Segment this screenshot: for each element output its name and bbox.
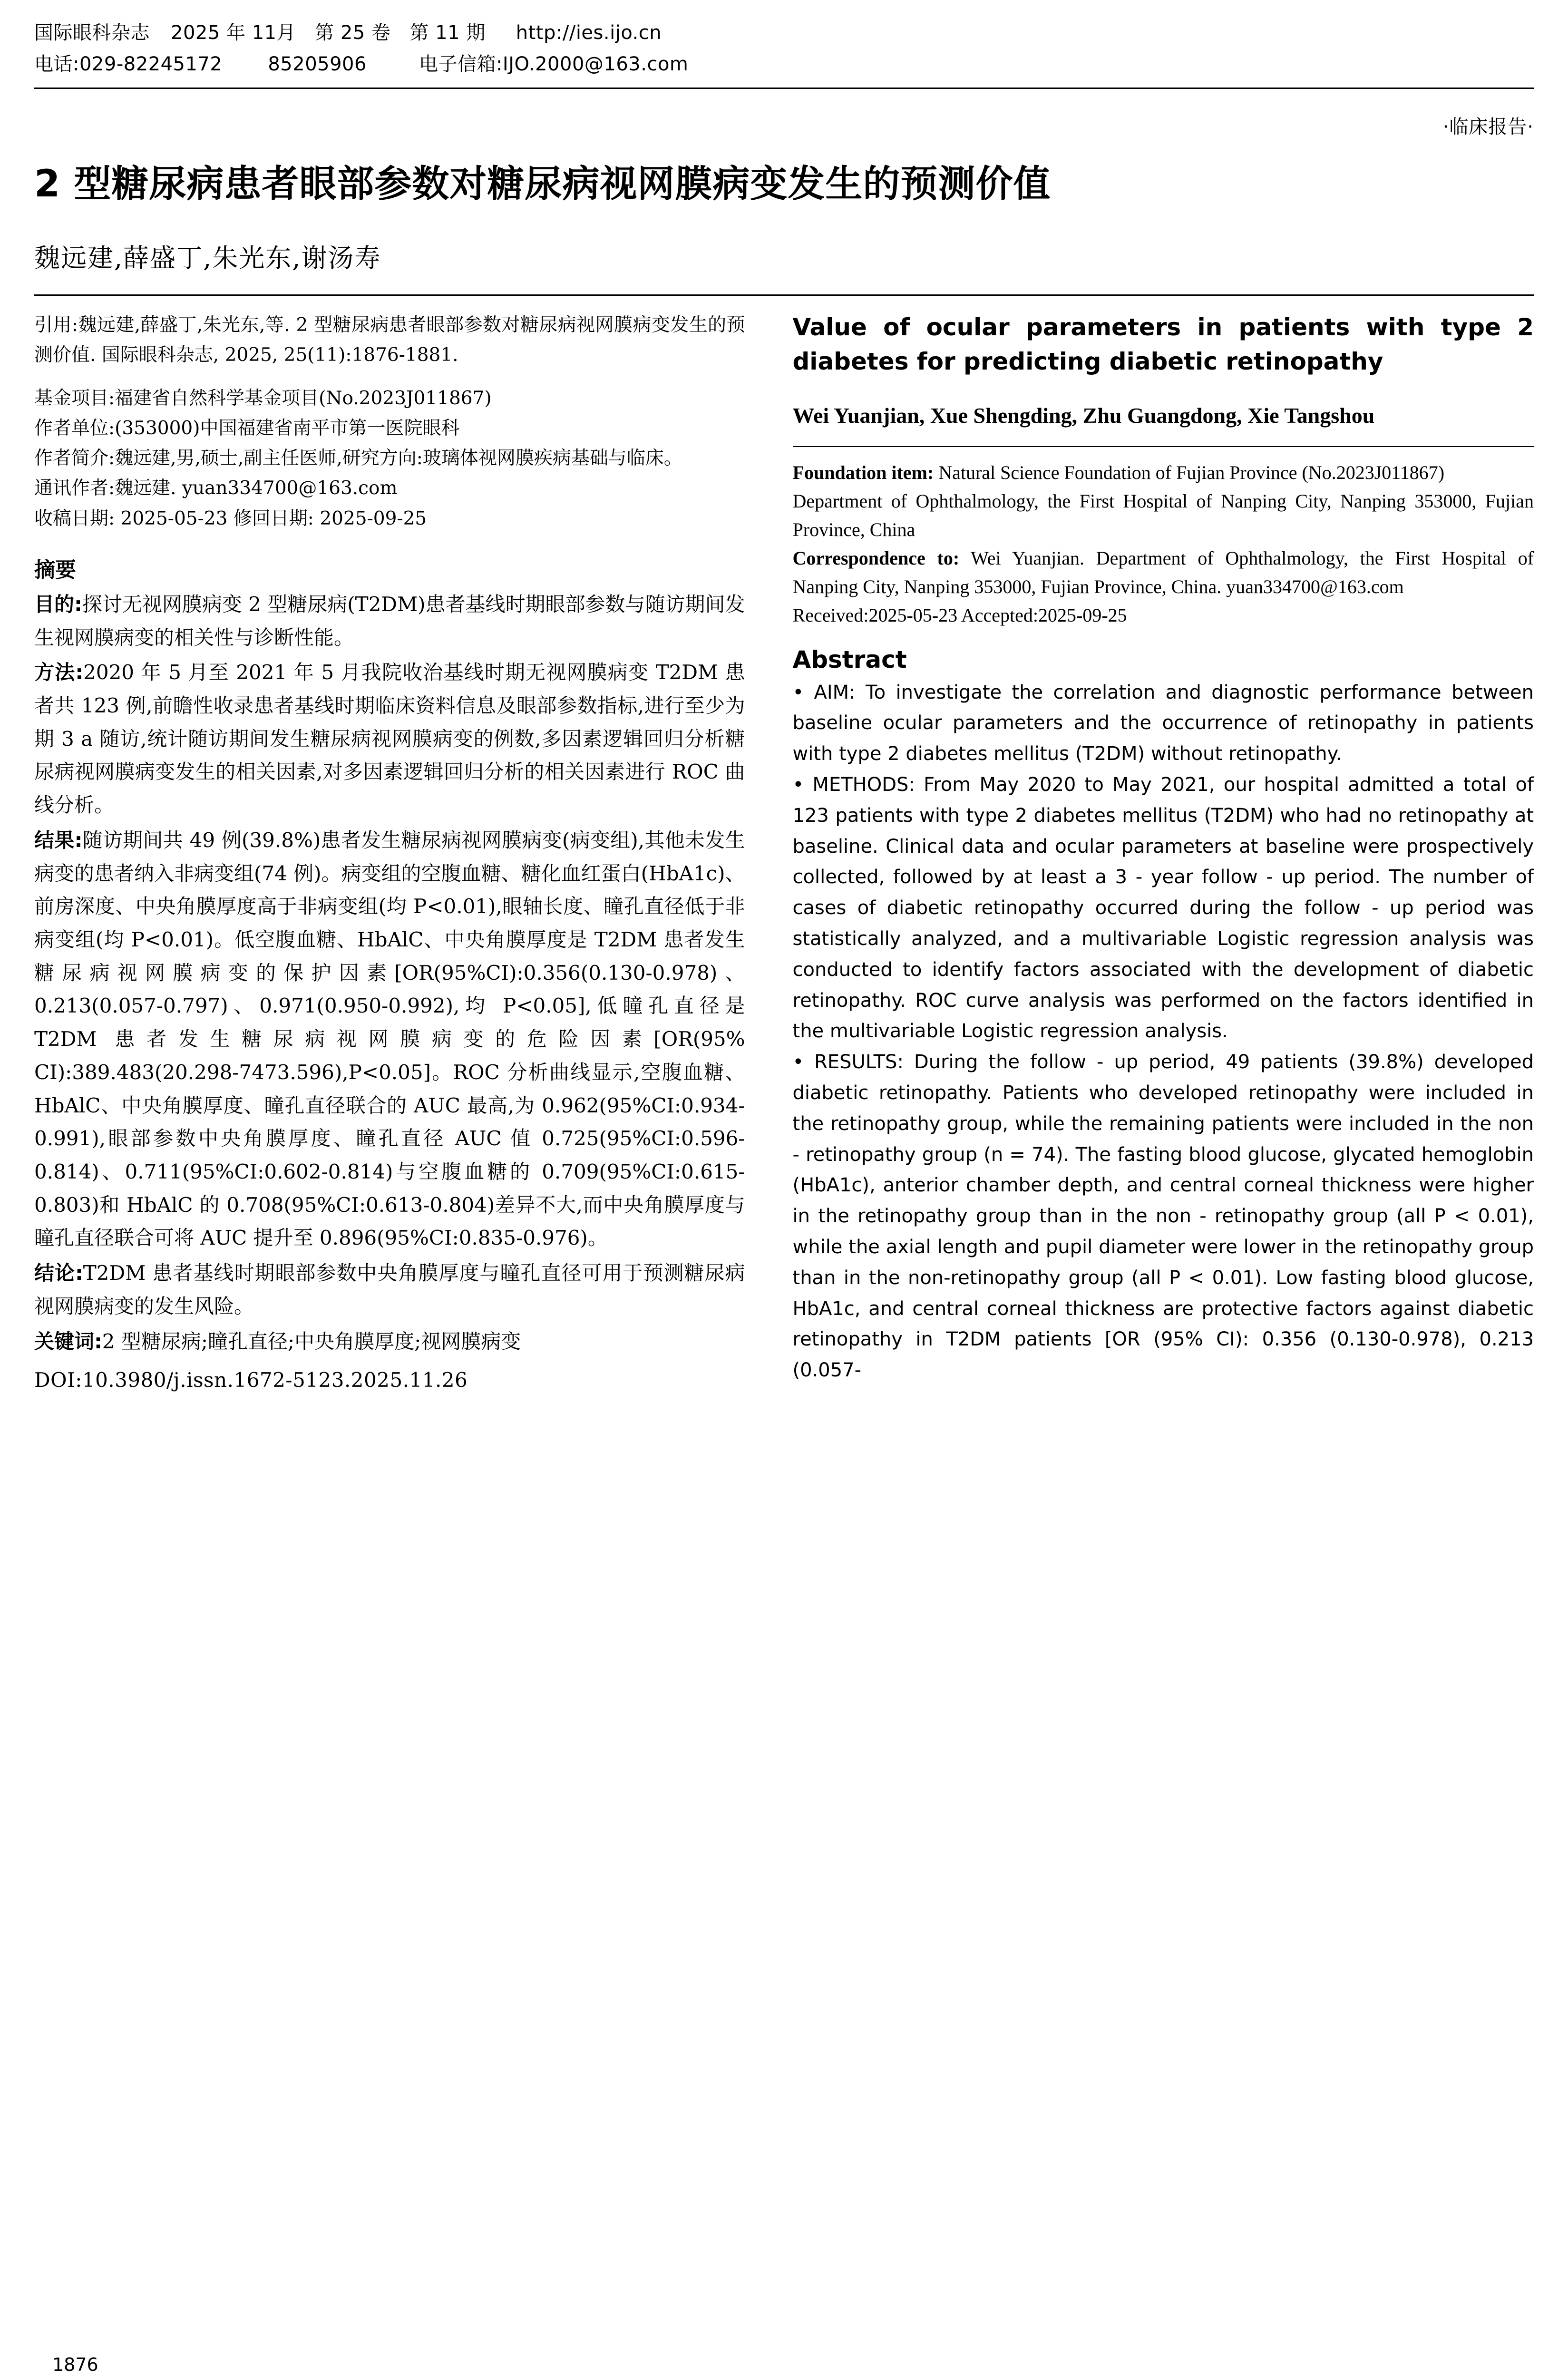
foundation-text: 基金项目:福建省自然科学基金项目(No.2023J011867)	[34, 387, 492, 409]
abstract-methods	[34, 656, 745, 822]
phone-label: 电话:029-82245172	[34, 53, 223, 75]
page-number: 1876	[52, 2354, 98, 2375]
abstract-head-cn: 摘要	[34, 557, 76, 582]
foundation-block	[34, 383, 745, 534]
column-right	[793, 310, 1534, 1392]
citation-text: 引用:魏远建,薛盛丁,朱光东,等. 2 型糖尿病患者眼部参数对糖尿病视网膜病变发生的预测价值. 国际眼科杂志, 2025, 25(11):1876-1881.	[34, 314, 745, 366]
english-meta-divider	[793, 446, 1534, 447]
volume: 第 25 卷	[315, 22, 391, 44]
keywords-cn	[34, 1325, 745, 1358]
journal-url[interactable]: http://ies.ijo.cn	[516, 22, 662, 44]
running-head	[34, 17, 1534, 80]
conclusion-label: 结论:	[34, 1261, 83, 1285]
abstract-methods-en: • METHODS: From May 2020 to May 2021, our hospital admitted a total of 123 patients with type 2 diabetes mellitus (T2DM) who had no retinopathy at baseline. Clinical data and ocular parameters at baseline were prospectively collected, followed by at least a 3 - year follow - up period. The number of cases of diabetic retinopathy occurred during the follow - up period was statistically analyzed, and a multivariable Logistic regression analysis was conducted to identify factors associated with the development of diabetic retinopathy. ROC curve analysis was performed on the factors identified in the multivariable Logistic regression analysis.	[792, 774, 1534, 1043]
corresponding-author-text: 通讯作者:魏远建. yuan334700@163.com	[34, 478, 398, 499]
authors-cn: 魏远建,薛盛丁,朱光东,谢汤寿	[34, 243, 381, 273]
two-column-body	[34, 310, 1534, 1392]
journal-name: 国际眼科杂志	[34, 22, 150, 44]
header-divider	[34, 88, 1534, 89]
email-label: 电子信箱:IJO.2000@163.com	[419, 53, 689, 75]
abstract-aim	[34, 588, 745, 654]
foundation-en	[793, 458, 1534, 487]
issue-date: 2025 年 11月	[171, 22, 296, 44]
foundation-label-en: Foundation item:	[792, 461, 934, 483]
conclusion-text: T2DM 患者基线时期眼部参数中央角膜厚度与瞳孔直径可用于预测糖尿病视网膜病变的发生风险。	[34, 1261, 745, 1318]
page-title: 2 型糖尿病患者眼部参数对糖尿病视网膜病变发生的预测价值	[34, 163, 1051, 205]
article-category: ·临床报告·	[1442, 116, 1534, 138]
affiliation-text: 作者单位:(353000)中国福建省南平市第一医院眼科	[34, 418, 460, 439]
results-label: 结果:	[34, 828, 83, 852]
foundation-text-en: Natural Science Foundation of Fujian Province (No.2023J011867)	[934, 461, 1445, 483]
journal-page	[0, 17, 1568, 2378]
abstract-body-cn	[34, 588, 745, 1358]
affiliation-en: Department of Ophthalmology, the First Hospital of Nanping City, Nanping 353000, Fujian Province, China	[792, 490, 1534, 540]
phone-alt: 85205906	[268, 53, 367, 75]
keywords-label: 关键词:	[34, 1329, 102, 1353]
author-bio-text: 作者简介:魏远建,男,硕士,副主任医师,研究方向:玻璃体视网膜疾病基础与临床。	[34, 448, 682, 469]
keywords-text: 2 型糖尿病;瞳孔直径;中央角膜厚度;视网膜病变	[102, 1329, 521, 1353]
abstract-results-en: • RESULTS: During the follow - up period, 49 patients (39.8%) developed diabetic retinopathy. Patients who developed retinopathy were included in the retinopathy group, while the remaining patients were included in the non - retinopathy group (n = 74). The fasting blood glucose, glycated hemoglobin (HbA1c), anterior chamber depth, and central corneal thickness were higher in the retinopathy group than in the non - retinopathy group (all P < 0.01), while the axial length and pupil diameter were lower in the retinopathy group than in the non-retinopathy group (all P < 0.01). Low fasting blood glucose, HbA1c, and central corneal thickness are protective factors against diabetic retinopathy in T2DM patients [OR (95% CI): 0.356 (0.130-0.978), 0.213 (0.057-	[792, 1051, 1534, 1382]
received-revised-dates: 收稿日期: 2025-05-23 修回日期: 2025-09-25	[34, 507, 427, 529]
abstract-conclusion	[34, 1257, 745, 1323]
correspondence-text-en: Wei Yuanjian. Department of Ophthalmology, the First Hospital of Nanping City, Nanping 353000, Fujian Province, China. yuan334700@163.com	[792, 547, 1534, 597]
abstract-results	[34, 824, 745, 1255]
issue-number: 第 11 期	[409, 22, 486, 44]
methods-text: 2020 年 5 月至 2021 年 5 月我院收治基线时期无视网膜病变 T2DM 患者共 123 例,前瞻性收录患者基线时期临床资料信息及眼部参数指标,进行至少为期 3 a 随访,统计随访期间发生糖尿病视网膜病变的例数,多因素逻辑回归分析糖尿病视网膜病变发生的相关因素,对多因素逻辑回归分析的相关因素进行 ROC 曲线分析。	[34, 661, 745, 817]
column-left	[34, 310, 766, 1392]
doi-text[interactable]: DOI:10.3980/j.issn.1672-5123.2025.11.26	[34, 1368, 468, 1392]
abstract-aim-en: • AIM: To investigate the correlation and diagnostic performance between baseline ocular parameters and the occurrence of retinopathy in patients with type 2 diabetes mellitus (T2DM) without retinopathy.	[792, 681, 1534, 765]
title-divider	[34, 294, 1534, 296]
results-text: 随访期间共 49 例(39.8%)患者发生糖尿病视网膜病变(病变组),其他未发生病变的患者纳入非病变组(74 例)。病变组的空腹血糖、糖化血红蛋白(HbA1c)、前房深度、中央角膜厚度高于非病变组(均 P<0.01),眼轴长度、瞳孔直径低于非病变组(均 P<0.01)。低空腹血糖、HbAlC、中央角膜厚度是 T2DM 患者发生糖尿病视网膜病变的保护因素[OR(95%CI):0.356(0.130-0.978)、0.213(0.057-0.797)、0.971(0.950-0.992),均 P<0.05],低瞳孔直径是 T2DM 患者发生糖尿病视网膜病变的危险因素[OR(95% CI):389.483(20.298-7473.596),P<0.05]。ROC 分析曲线显示,空腹血糖、HbAlC、中央角膜厚度、瞳孔直径联合的 AUC 最高,为 0.962(95%CI:0.934-0.991),眼部参数中央角膜厚度、瞳孔直径 AUC 值 0.725(95%CI:0.596-0.814)、0.711(95%CI:0.602-0.814)与空腹血糖的 0.709(95%CI:0.615-0.803)和 HbAlC 的 0.708(95%CI:0.613-0.804)差异不大,而中央角膜厚度与瞳孔直径联合可将 AUC 提升至 0.896(95%CI:0.835-0.976)。	[34, 828, 745, 1250]
column-gutter	[766, 310, 793, 1392]
aim-text: 探讨无视网膜病变 2 型糖尿病(T2DM)患者基线时期眼部参数与随访期间发生视网膜病变的相关性与诊断性能。	[34, 592, 745, 649]
methods-label: 方法:	[34, 661, 84, 684]
english-meta	[793, 458, 1534, 630]
abstract-body-en	[793, 677, 1534, 1386]
abstract-head-en: Abstract	[792, 645, 907, 673]
running-head-line-1	[34, 17, 1534, 49]
title-en: Value of ocular parameters in patients with type 2 diabetes for predicting diabetic retinopathy	[792, 313, 1534, 376]
aim-label: 目的:	[34, 592, 82, 616]
dates-en: Received:2025-05-23 Accepted:2025-09-25	[792, 604, 1127, 626]
correspondence-label-en: Correspondence to:	[792, 547, 960, 569]
citation-block	[34, 310, 745, 370]
running-head-line-2	[34, 49, 1534, 80]
correspondence-en	[793, 544, 1534, 601]
authors-en: Wei Yuanjian, Xue Shengding, Zhu Guangdong, Xie Tangshou	[792, 403, 1375, 428]
